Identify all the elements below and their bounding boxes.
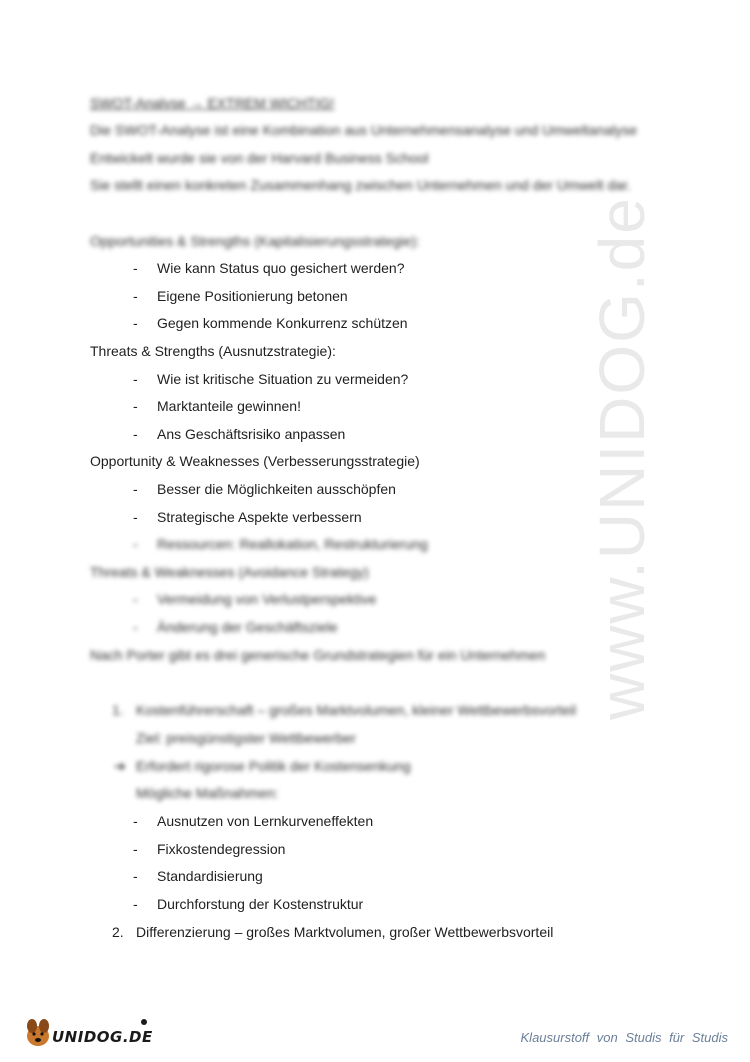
list-item: Ans Geschäftsrisiko anpassen bbox=[157, 426, 346, 442]
bullet: - bbox=[133, 315, 138, 331]
strategy-title: Kostenführerschaft – großes Marktvolumen, kleiner Wettbewerbsvorteil bbox=[136, 702, 577, 718]
list-item: Durchforstung der Kostenstruktur bbox=[157, 896, 364, 912]
bullet: - bbox=[133, 426, 138, 442]
bullet: - bbox=[133, 896, 138, 912]
section-title-ts: Threats & Strengths (Ausnutzstrategie): bbox=[90, 343, 336, 359]
list-item: Änderung der Geschäftsziele bbox=[157, 619, 338, 635]
list-item: Eigene Positionierung betonen bbox=[157, 288, 348, 304]
section-title-ow: Opportunity & Weaknesses (Verbesserungsstrategie) bbox=[90, 453, 420, 469]
list-item: Vermeidung von Verlustperspektive bbox=[157, 591, 377, 607]
bullet: - bbox=[133, 536, 138, 552]
intro-line-3: Sie stellt einen konkreten Zusammenhang zwischen Unternehmen und der Umwelt dar. bbox=[90, 177, 631, 193]
strategy-number: 1. bbox=[112, 702, 124, 718]
strategy-goal: Ziel: preisgünstigster Wettbewerber bbox=[136, 730, 356, 746]
bullet: - bbox=[133, 260, 138, 276]
bullet: - bbox=[133, 398, 138, 414]
bullet: - bbox=[133, 591, 138, 607]
section-title-tw: Threats & Weaknesses (Avoidance Strategy) bbox=[90, 564, 369, 580]
strategy-number: 2. bbox=[112, 924, 124, 940]
list-item: Fixkostendegression bbox=[157, 841, 286, 857]
footer-tagline: Klausurstoff von Studis für Studis bbox=[520, 1030, 728, 1045]
bullet: - bbox=[133, 481, 138, 497]
list-item: Ressourcen: Reallokation, Restrukturierung bbox=[157, 536, 428, 552]
list-item: Gegen kommende Konkurrenz schützen bbox=[157, 315, 408, 331]
list-item: Ausnutzen von Lernkurveneffekten bbox=[157, 813, 374, 829]
bullet: - bbox=[133, 813, 138, 829]
bullet: - bbox=[133, 619, 138, 635]
bullet: - bbox=[133, 841, 138, 857]
logo-text: UNIDOG.DE bbox=[52, 1028, 153, 1046]
strategy-title: Differenzierung – großes Marktvolumen, großer Wettbewerbsvorteil bbox=[136, 924, 554, 940]
intro-line-1: Die SWOT-Analyse ist eine Kombination aus Unternehmensanalyse und Umweltanalyse bbox=[90, 122, 638, 138]
doc-heading: SWOT-Analyse → EXTREM WICHTIG! bbox=[90, 95, 335, 111]
bullet: - bbox=[133, 371, 138, 387]
section-title-os: Opportunities & Strengths (Kapitalisierungsstrategie): bbox=[90, 233, 420, 249]
strategy-arrow-text: Erfordert rigorose Politik der Kostensenkung bbox=[136, 758, 411, 774]
arrow-icon: ➔ bbox=[114, 758, 126, 774]
porter-intro: Nach Porter gibt es drei generische Grundstrategien für ein Unternehmen bbox=[90, 647, 546, 663]
list-item: Strategische Aspekte verbessern bbox=[157, 509, 362, 525]
watermark: www.UNIDOG.de bbox=[586, 196, 658, 720]
bullet: - bbox=[133, 868, 138, 884]
intro-line-2: Entwickelt wurde sie von der Harvard Business School bbox=[90, 150, 429, 166]
list-item: Besser die Möglichkeiten ausschöpfen bbox=[157, 481, 396, 497]
list-item: Marktanteile gewinnen! bbox=[157, 398, 301, 414]
list-item: Wie kann Status quo gesichert werden? bbox=[157, 260, 405, 276]
list-item: Standardisierung bbox=[157, 868, 263, 884]
measures-label: Mögliche Maßnahmen: bbox=[136, 785, 279, 801]
bullet: - bbox=[133, 288, 138, 304]
bullet: - bbox=[133, 509, 138, 525]
list-item: Wie ist kritische Situation zu vermeiden? bbox=[157, 371, 409, 387]
